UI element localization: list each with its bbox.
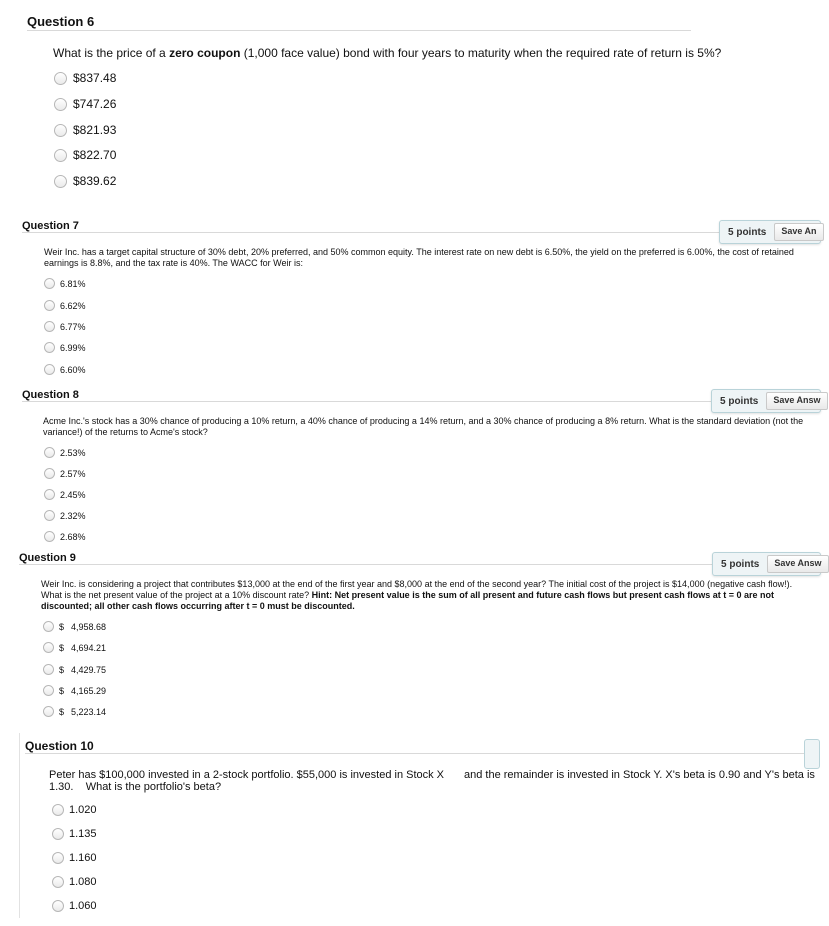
divider	[22, 401, 712, 402]
answer-label: 6.81%	[60, 278, 86, 289]
answer-label: $839.62	[73, 174, 117, 188]
radio-button[interactable]	[54, 72, 67, 85]
radio-button[interactable]	[44, 489, 55, 500]
answer-label: $747.26	[73, 97, 117, 111]
currency-symbol: $	[59, 706, 65, 717]
radio-button[interactable]	[54, 175, 67, 188]
answer-option[interactable]	[43, 685, 106, 696]
save-answer-button[interactable]: Save Answ	[767, 555, 828, 573]
radio-button[interactable]	[52, 852, 64, 864]
radio-button[interactable]	[43, 706, 54, 717]
answer-option[interactable]	[43, 706, 106, 717]
answer-option[interactable]	[52, 900, 97, 912]
answer-option[interactable]	[43, 642, 106, 653]
answer-label: 1.080	[69, 876, 97, 888]
divider	[25, 753, 805, 754]
answer-option[interactable]	[54, 71, 116, 85]
question-title: Question 9	[19, 552, 76, 564]
question-text-part: What is the price of a	[53, 46, 170, 60]
divider	[22, 232, 720, 233]
radio-button[interactable]	[52, 900, 64, 912]
radio-button[interactable]	[43, 664, 54, 675]
radio-button[interactable]	[54, 149, 67, 162]
answer-option[interactable]	[54, 123, 116, 137]
answer-option[interactable]	[44, 300, 86, 311]
answer-option[interactable]	[44, 364, 86, 375]
answer-option[interactable]	[44, 447, 86, 458]
divider	[19, 564, 713, 565]
answer-option[interactable]	[44, 531, 86, 542]
radio-button[interactable]	[44, 447, 55, 458]
question-text: Peter has $100,000 invested in a 2-stock portfolio. $55,000 is invested in Stock X	[49, 769, 445, 781]
answer-option[interactable]	[44, 468, 86, 479]
answer-label: 6.62%	[60, 300, 86, 311]
answer-option[interactable]	[44, 321, 86, 332]
radio-button[interactable]	[44, 342, 55, 353]
divider	[27, 30, 691, 31]
radio-button[interactable]	[44, 364, 55, 375]
radio-button[interactable]	[44, 278, 55, 289]
question-text-part: (1,000 face value) bond with four years to maturity when the required rate of return is 5%?	[240, 46, 722, 60]
answer-label: 6.99%	[60, 342, 86, 353]
question-text: and the remainder is invested in Stock Y. X's beta is 0.90 and Y's beta is	[464, 769, 815, 781]
question-text-bold: zero coupon	[169, 46, 241, 60]
answer-option[interactable]	[44, 489, 86, 500]
radio-button[interactable]	[44, 510, 55, 521]
radio-button[interactable]	[52, 876, 64, 888]
radio-button[interactable]	[54, 98, 67, 111]
currency-symbol: $	[59, 642, 65, 653]
question-title: Question 10	[25, 739, 94, 753]
answer-label: 5,223.14	[71, 706, 107, 717]
answer-label: 1.060	[69, 900, 97, 912]
question-text	[41, 579, 811, 612]
section-border	[19, 733, 20, 918]
currency-symbol: $	[59, 621, 65, 632]
points-panel-edge	[804, 739, 820, 769]
answer-label: 2.45%	[60, 489, 86, 500]
points-label: 5 points	[721, 558, 760, 570]
question-text: 1.30. What is the portfolio's beta?	[49, 781, 222, 793]
save-answer-button[interactable]: Save Answ	[766, 392, 827, 410]
answer-label: 2.53%	[60, 447, 86, 458]
currency-symbol: $	[59, 664, 65, 675]
radio-button[interactable]	[43, 685, 54, 696]
answer-option[interactable]	[52, 804, 97, 816]
answer-label: 2.32%	[60, 510, 86, 521]
radio-button[interactable]	[44, 300, 55, 311]
answer-label: 2.57%	[60, 468, 86, 479]
question-title: Question 8	[22, 389, 79, 401]
radio-button[interactable]	[43, 642, 54, 653]
answer-label: $837.48	[73, 71, 117, 85]
answer-option[interactable]	[44, 342, 86, 353]
question-hint: Hint: Net present value is the sum of all present and future cash flows but present cash flows at t = 0 are not discounted; all other cash flows occurring after t = 0 must be discounted.	[41, 590, 775, 611]
question-text-part: Weir Inc. is considering a project that contributes $13,000 at the end of the first year and $8,000 at the end of the second year? The initial cost of the project is $14,000 (negative cash flow!). What is the net present value of the project at a 10% discount rate?	[41, 579, 793, 600]
points-panel	[719, 220, 821, 244]
answer-label: 6.77%	[60, 321, 86, 332]
answer-option[interactable]	[52, 852, 97, 864]
radio-button[interactable]	[52, 828, 64, 840]
answer-label: 4,958.68	[71, 621, 107, 632]
answer-option[interactable]	[54, 97, 116, 111]
question-title: Question 7	[22, 220, 79, 232]
answer-label: 2.68%	[60, 531, 86, 542]
answer-label: 4,429.75	[71, 664, 107, 675]
answer-label: 4,165.29	[71, 685, 107, 696]
answer-option[interactable]	[43, 621, 106, 632]
answer-option[interactable]	[52, 828, 97, 840]
answer-label: $821.93	[73, 123, 117, 137]
points-panel	[711, 389, 821, 413]
answer-option[interactable]	[44, 278, 86, 289]
radio-button[interactable]	[52, 804, 64, 816]
points-panel	[712, 552, 821, 576]
question-title: Question 6	[27, 14, 95, 29]
answer-option[interactable]	[54, 174, 116, 188]
question-text: Acme Inc.'s stock has a 30% chance of producing a 10% return, a 40% chance of producing a 14% return, and a 30% chance of producing a 8% return. What is the standard deviation (not the variance!) of the returns to Acme's stock?	[43, 416, 804, 437]
currency-symbol: $	[59, 685, 65, 696]
answer-label: 1.135	[69, 828, 97, 840]
answer-label: 4,694.21	[71, 642, 107, 653]
answer-label: 6.60%	[60, 364, 86, 375]
radio-button[interactable]	[44, 531, 55, 542]
points-label: 5 points	[720, 395, 759, 407]
answer-option[interactable]	[44, 510, 86, 521]
answer-label: 1.160	[69, 852, 97, 864]
radio-button[interactable]	[43, 621, 54, 632]
question-text: Weir Inc. has a target capital structure of 30% debt, 20% preferred, and 50% common equity. The interest rate on new debt is 6.50%, the yield on the preferred is 6.00%, the cost of retained earnings is 8.8%, and the tax rate is 40%. The WACC for Weir is:	[44, 247, 794, 268]
answer-option[interactable]	[52, 876, 97, 888]
answer-label: 1.020	[69, 804, 97, 816]
radio-button[interactable]	[44, 321, 55, 332]
question-text	[53, 46, 793, 60]
points-label: 5 points	[728, 226, 767, 238]
answer-option[interactable]	[54, 148, 116, 162]
answer-label: $822.70	[73, 148, 117, 162]
radio-button[interactable]	[54, 124, 67, 137]
radio-button[interactable]	[44, 468, 55, 479]
answer-option[interactable]	[43, 664, 106, 675]
save-answer-button[interactable]: Save An	[774, 223, 823, 241]
